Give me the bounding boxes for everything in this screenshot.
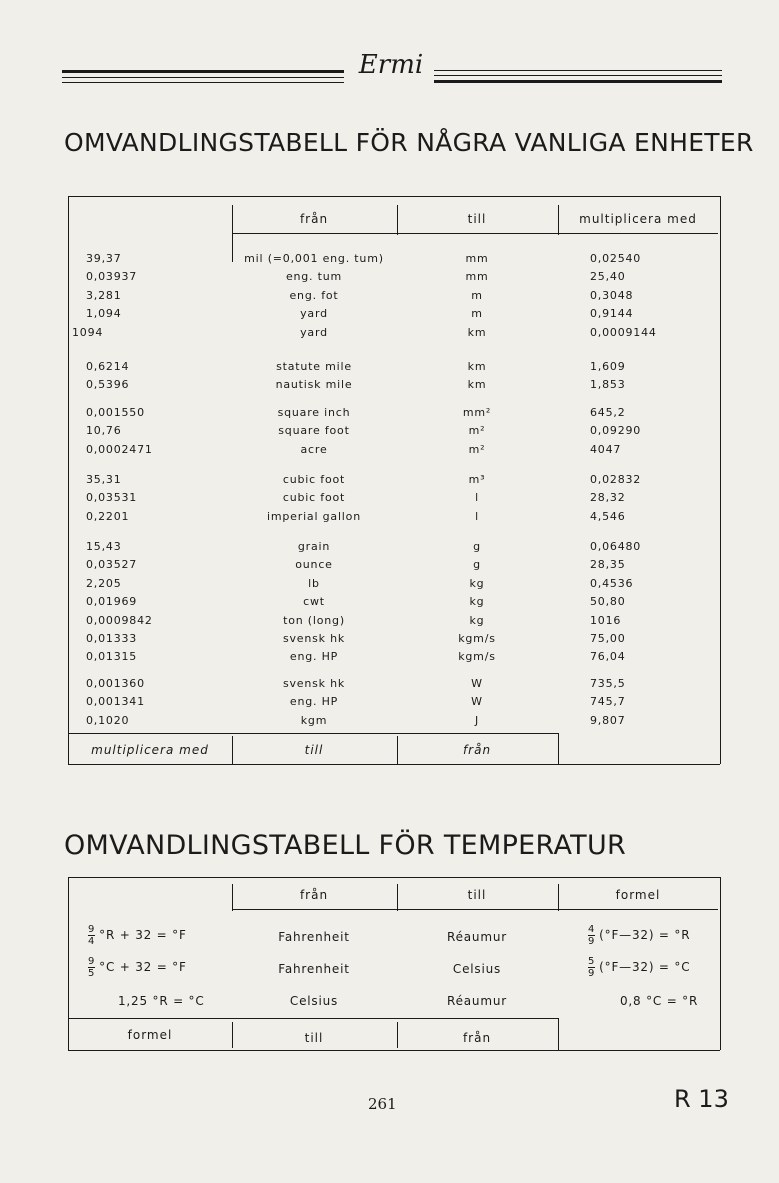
to-unit-cell: g — [473, 540, 481, 553]
header-to: till — [467, 888, 487, 902]
multiplier-cell: 0,03937 — [86, 270, 138, 284]
from-unit-cell: square foot — [278, 424, 350, 438]
fraction-denominator: 9 — [588, 936, 596, 947]
reverse-factor-cell: 0,06480 — [590, 540, 642, 553]
reverse-factor-cell: 645,2 — [590, 406, 626, 419]
reverse-formula — [620, 994, 698, 1008]
from-unit-cell: eng. HP — [289, 650, 339, 664]
table-border — [720, 196, 721, 764]
fraction-numerator: 5 — [588, 956, 596, 967]
from-unit-cell: eng. tum — [285, 270, 343, 284]
footer-rule — [68, 733, 558, 734]
page-number: 261 — [368, 1095, 397, 1113]
to-unit-cell: l — [475, 509, 479, 523]
reverse-factor-cell: 0,0009144 — [590, 325, 657, 339]
reverse-factor-cell: 0,02540 — [590, 252, 642, 265]
footer-to: till — [304, 743, 324, 757]
from-unit-cell: cubic foot — [282, 473, 346, 486]
fraction-numerator: 4 — [588, 924, 596, 935]
header-rule — [62, 82, 344, 83]
to-unit-cell: kg — [469, 576, 485, 590]
to-unit-cell: kg — [469, 613, 485, 627]
fraction-numerator: 9 — [88, 956, 96, 967]
multiplier-cell: 39,37 — [86, 252, 122, 265]
fraction — [88, 956, 95, 979]
from-unit-cell: svensk hk — [282, 632, 346, 645]
to-unit-cell: J — [474, 713, 480, 727]
header-rule — [434, 75, 722, 76]
from-unit-cell: yard — [300, 307, 328, 321]
forward-formula — [118, 994, 205, 1008]
from-unit-cell: ton (long) — [283, 613, 345, 627]
fraction — [588, 956, 595, 979]
reverse-factor-cell: 0,3048 — [590, 288, 634, 302]
to-unit-cell: kgm/s — [458, 650, 496, 664]
table-border — [68, 1050, 720, 1051]
multiplier-cell: 0,001360 — [86, 677, 145, 690]
multiplier-cell: 0,6214 — [86, 360, 130, 373]
to-unit-cell: m — [471, 307, 483, 321]
to-unit-cell: mm — [465, 252, 489, 265]
reverse-formula — [588, 956, 690, 979]
from-unit-cell: yard — [300, 325, 328, 339]
to-scale-cell: Celsius — [452, 962, 502, 976]
from-unit-cell: imperial gallon — [267, 509, 361, 523]
reverse-factor-cell: 9,807 — [590, 713, 626, 727]
footer-rule — [68, 1018, 558, 1019]
multiplier-cell: 2,205 — [86, 576, 122, 590]
multiplier-cell: 3,281 — [86, 288, 122, 302]
multiplier-cell: 15,43 — [86, 540, 122, 553]
table-border — [68, 764, 720, 765]
header-rule — [62, 77, 344, 78]
from-unit-cell: grain — [297, 540, 331, 553]
forward-formula — [88, 956, 187, 979]
header-rule — [232, 233, 718, 234]
to-unit-cell: km — [467, 360, 487, 373]
reverse-factor-cell: 1,853 — [590, 378, 626, 392]
multiplier-cell: 35,31 — [86, 473, 122, 486]
to-unit-cell: m — [471, 288, 483, 302]
table-border — [68, 877, 720, 878]
header-from: från — [299, 888, 329, 902]
to-scale-cell: Réaumur — [447, 930, 507, 944]
header-from: från — [299, 212, 329, 226]
from-unit-cell: ounce — [295, 558, 333, 572]
multiplier-cell: 0,03531 — [86, 491, 138, 505]
multiplier-cell: 0,03527 — [86, 558, 138, 572]
from-unit-cell: statute mile — [276, 360, 352, 373]
footer-formula: formel — [127, 1028, 173, 1042]
reverse-factor-cell: 1016 — [590, 613, 622, 627]
header-formula: formel — [615, 888, 661, 902]
fraction-denominator: 9 — [588, 968, 596, 979]
reverse-factor-cell: 28,32 — [590, 491, 626, 505]
to-unit-cell: kg — [469, 595, 485, 609]
multiplier-cell: 0,0002471 — [86, 442, 153, 456]
to-unit-cell: W — [471, 695, 483, 709]
header-to: till — [467, 212, 487, 226]
reverse-factor-cell: 735,5 — [590, 677, 626, 690]
from-scale-cell: Fahrenheit — [278, 962, 350, 976]
from-unit-cell: kgm — [300, 713, 328, 727]
to-unit-cell: m² — [468, 424, 486, 438]
to-unit-cell: km — [467, 378, 487, 392]
to-scale-cell: Réaumur — [447, 994, 507, 1008]
fraction — [88, 924, 95, 947]
formula-text: (°F—32) = °R — [599, 928, 691, 942]
multiplier-cell: 0,01969 — [86, 595, 138, 609]
fraction-denominator: 4 — [88, 936, 96, 947]
to-unit-cell: mm — [465, 270, 489, 284]
from-unit-cell: eng. HP — [289, 695, 339, 709]
footer-to: till — [304, 1031, 324, 1045]
multiplier-cell: 0,01315 — [86, 650, 138, 664]
temperature-table-title: OMVANDLINGSTABELL FÖR TEMPERATUR — [64, 830, 627, 861]
fraction-denominator: 5 — [88, 968, 96, 979]
from-unit-cell: cwt — [303, 595, 325, 609]
fraction-numerator: 9 — [88, 924, 96, 935]
from-unit-cell: lb — [308, 576, 320, 590]
formula-text: °R + 32 = °F — [99, 928, 187, 942]
to-unit-cell: m² — [468, 442, 486, 456]
to-unit-cell: kgm/s — [458, 632, 496, 645]
footer-from: från — [462, 743, 492, 757]
section-code: R 13 — [674, 1085, 729, 1113]
formula-text: 1,25 °R = °C — [118, 994, 205, 1008]
from-unit-cell: svensk hk — [282, 677, 346, 690]
reverse-factor-cell: 745,7 — [590, 695, 626, 709]
formula-text: °C + 32 = °F — [99, 960, 187, 974]
multiplier-cell: 1,094 — [86, 307, 122, 321]
reverse-factor-cell: 0,02832 — [590, 473, 642, 486]
multiplier-cell: 10,76 — [86, 424, 122, 438]
reverse-factor-cell: 76,04 — [590, 650, 626, 664]
from-unit-cell: nautisk mile — [275, 378, 353, 392]
multiplier-cell: 0,2201 — [86, 509, 130, 523]
from-unit-cell: acre — [300, 442, 328, 456]
reverse-factor-cell: 1,609 — [590, 360, 626, 373]
table-border — [68, 196, 720, 197]
reverse-factor-cell: 0,4536 — [590, 576, 634, 590]
multiplier-cell: 0,0009842 — [86, 613, 153, 627]
reverse-factor-cell: 0,9144 — [590, 307, 634, 321]
multiplier-cell: 1094 — [72, 325, 104, 339]
formula-text: (°F—32) = °C — [599, 960, 691, 974]
to-unit-cell: m³ — [468, 473, 486, 486]
multiplier-cell: 0,1020 — [86, 713, 130, 727]
forward-formula — [88, 924, 187, 947]
multiplier-cell: 0,001341 — [86, 695, 145, 709]
from-unit-cell: cubic foot — [282, 491, 346, 505]
table-border — [68, 877, 69, 1050]
header-rule — [434, 70, 722, 71]
reverse-factor-cell: 4,546 — [590, 509, 626, 523]
header-rule — [232, 909, 718, 910]
to-unit-cell: km — [467, 325, 487, 339]
table-border — [720, 877, 721, 1050]
reverse-factor-cell: 4047 — [590, 442, 622, 456]
header-multiply: multiplicera med — [579, 212, 697, 226]
from-unit-cell: mil (=0,001 eng. tum) — [244, 252, 384, 265]
multiplier-cell: 0,001550 — [86, 406, 145, 419]
to-unit-cell: g — [473, 558, 481, 572]
fraction — [588, 924, 595, 947]
reverse-formula — [588, 924, 690, 947]
from-scale-cell: Fahrenheit — [278, 930, 350, 944]
table-border — [68, 196, 69, 764]
from-scale-cell: Celsius — [289, 994, 339, 1008]
multiplier-cell: 0,01333 — [86, 632, 138, 645]
column-divider — [558, 1018, 559, 1050]
to-unit-cell: W — [471, 677, 483, 690]
units-table-title: OMVANDLINGSTABELL FÖR NÅGRA VANLIGA ENHETER — [64, 128, 754, 157]
to-unit-cell: l — [475, 491, 479, 505]
reverse-factor-cell: 0,09290 — [590, 424, 642, 438]
brand-logo: Ermi — [358, 50, 424, 80]
from-unit-cell: eng. fot — [289, 288, 339, 302]
from-unit-cell: square inch — [277, 406, 351, 419]
footer-from: från — [462, 1031, 492, 1045]
reverse-factor-cell: 25,40 — [590, 270, 626, 284]
reverse-factor-cell: 75,00 — [590, 632, 626, 645]
footer-multiply: multiplicera med — [91, 743, 209, 757]
multiplier-cell: 0,5396 — [86, 378, 130, 392]
reverse-factor-cell: 50,80 — [590, 595, 626, 609]
to-unit-cell: mm² — [462, 406, 492, 419]
header-rule — [62, 70, 344, 73]
column-divider — [558, 733, 559, 764]
header-rule — [434, 80, 722, 83]
formula-text: 0,8 °C = °R — [620, 994, 699, 1008]
reverse-factor-cell: 28,35 — [590, 558, 626, 572]
